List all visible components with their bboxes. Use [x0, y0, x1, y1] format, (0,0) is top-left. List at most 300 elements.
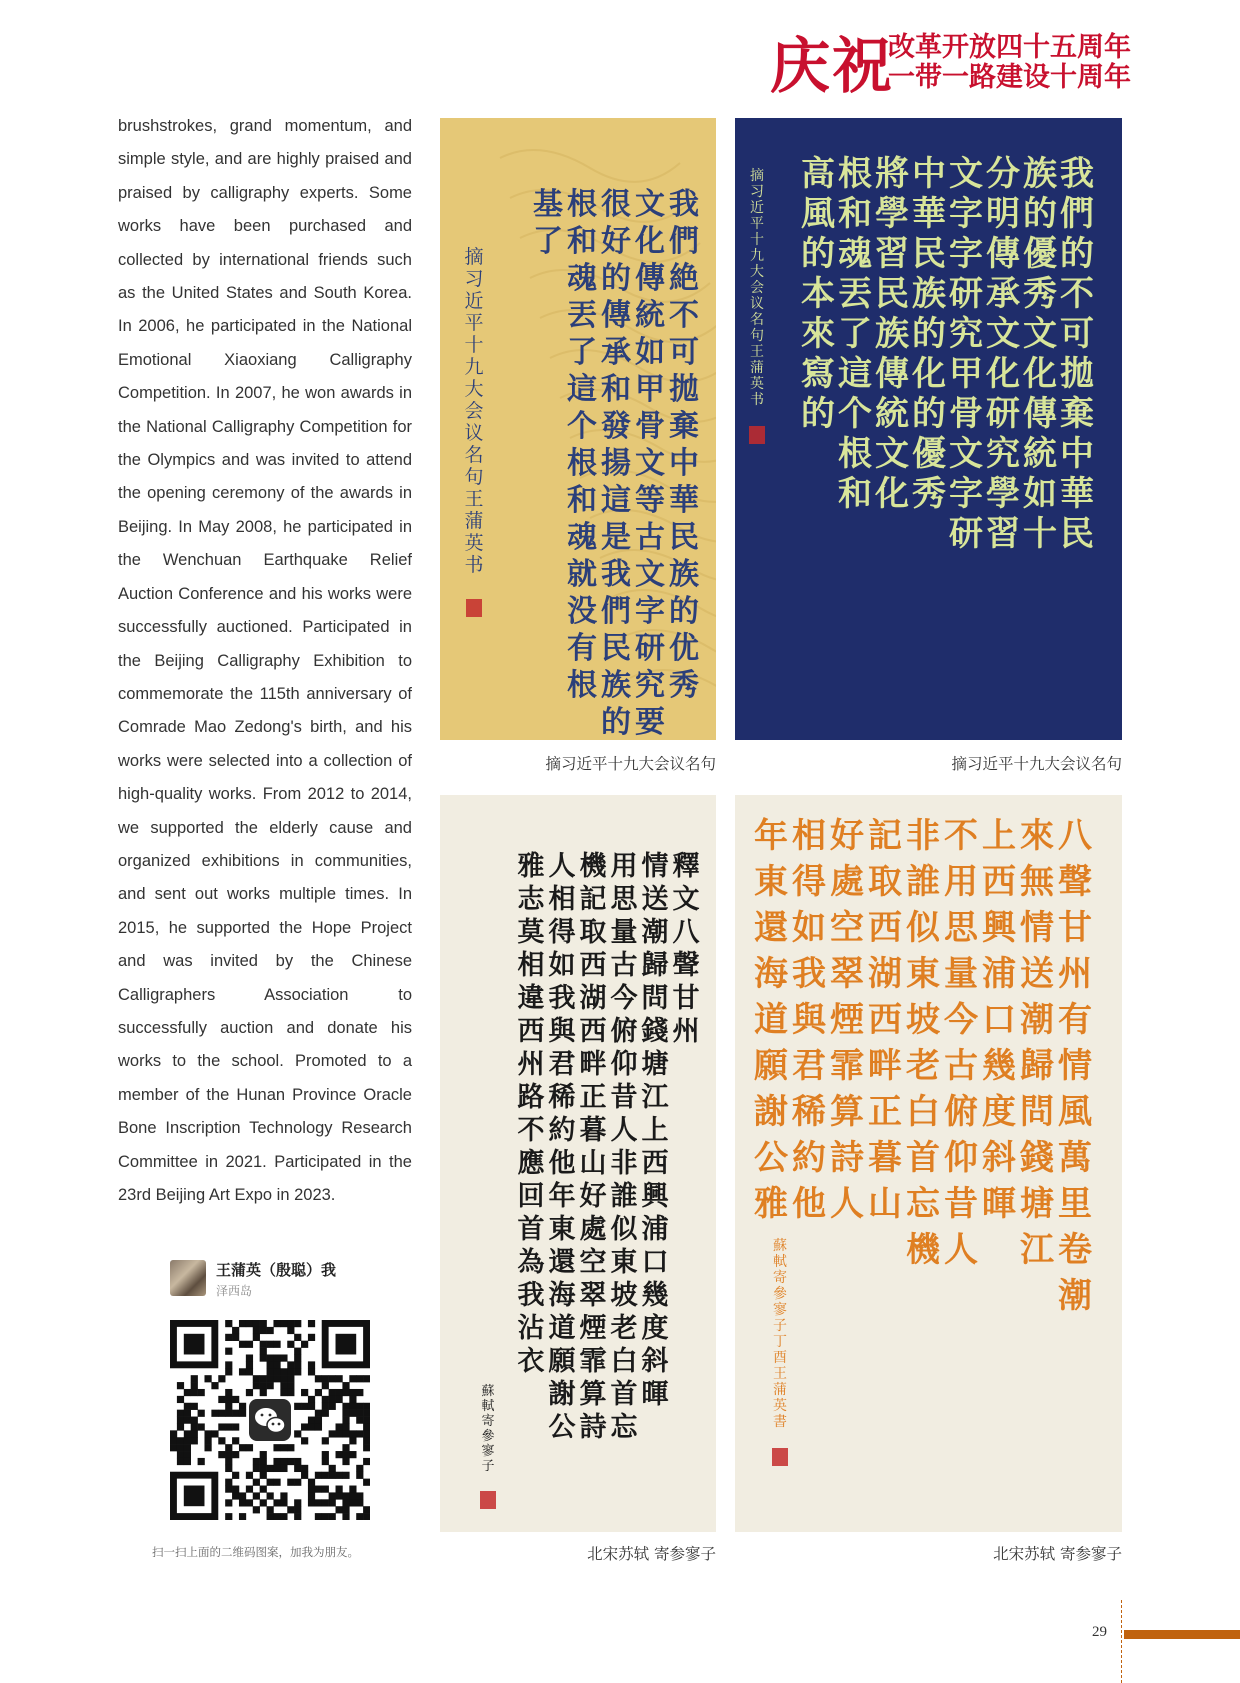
qr-module: [356, 1389, 363, 1396]
qr-module: [301, 1389, 308, 1396]
qr-module: [225, 1361, 232, 1368]
calligraphy-char: 高: [801, 154, 835, 194]
calligraphy-char: 道: [754, 1000, 788, 1040]
calligraphy-char: 度: [982, 1092, 1016, 1132]
qr-module: [315, 1423, 322, 1430]
calligraphy-char: 還: [754, 908, 788, 948]
calligraphy-char: 處: [830, 862, 864, 902]
qr-module: [246, 1499, 253, 1506]
calligraphy-char: 拋: [669, 372, 699, 407]
qr-module: [191, 1403, 198, 1410]
calligraphy-char: 文: [875, 434, 909, 474]
contact-name: 王蒲英（殷聪）我: [216, 1261, 337, 1279]
qr-module: [336, 1492, 343, 1499]
inscription-char: 寄: [481, 1414, 495, 1429]
qr-module: [232, 1486, 239, 1493]
qr-module: [198, 1389, 205, 1396]
calligraphy-char: 文: [672, 884, 700, 915]
qr-module: [273, 1465, 280, 1472]
calligraphy-char: 應: [517, 1148, 545, 1179]
calligraphy-char: 根: [838, 154, 872, 194]
qr-module: [191, 1375, 198, 1382]
calligraphy-char: 的: [601, 261, 631, 296]
calligraphy-char: 江: [641, 1082, 669, 1113]
calligraphy-char: 華: [669, 483, 699, 518]
inscription-char: 大: [750, 264, 764, 280]
qr-module: [225, 1320, 232, 1327]
calligraphy-char: 口: [641, 1247, 669, 1278]
calligraphy-char: 有: [1058, 1000, 1092, 1040]
calligraphy-char: 思: [944, 908, 978, 948]
qr-module: [177, 1437, 184, 1444]
calligraphy-char: 山: [868, 1184, 902, 1224]
qr-module: [246, 1320, 253, 1327]
qr-module: [329, 1430, 336, 1437]
qr-module: [322, 1451, 329, 1458]
calligraphy-char: 得: [792, 862, 826, 902]
calligraphy-char: 明: [986, 194, 1020, 234]
calligraphy-char: 記: [579, 884, 607, 915]
calligraphy-char: 和: [567, 483, 597, 518]
footer-divider: [1121, 1600, 1122, 1683]
qr-module: [253, 1492, 260, 1499]
calligraphy-char: 量: [944, 954, 978, 994]
calligraphy-char: 情: [641, 851, 669, 882]
calligraphy-char: 化: [635, 224, 665, 259]
calligraphy-char: 統: [1023, 434, 1057, 474]
qr-module: [232, 1334, 239, 1341]
calligraphy-char: 了: [838, 314, 872, 354]
qr-module: [356, 1375, 363, 1382]
qr-module: [177, 1423, 184, 1430]
calligraphy-char: 忘: [610, 1412, 638, 1443]
qr-module: [308, 1423, 315, 1430]
qr-module: [287, 1479, 294, 1486]
inscription-char: 议: [750, 296, 764, 312]
inscription-char: 蘇: [773, 1238, 787, 1254]
calligraphy-char: 究: [986, 434, 1020, 474]
calligraphy-char: 道: [548, 1313, 576, 1344]
calligraphy-char: 西: [517, 1016, 545, 1047]
calligraphy-char: 為: [517, 1247, 545, 1278]
qr-module: [329, 1396, 336, 1403]
calligraphy-char: 我: [517, 1280, 545, 1311]
calligraphy-char: 要: [635, 705, 665, 740]
qr-module: [329, 1499, 336, 1506]
qr-module: [315, 1472, 322, 1479]
calligraphy-char: 没: [567, 594, 597, 629]
qr-module: [177, 1382, 184, 1389]
qr-module: [308, 1417, 315, 1424]
calligraphy-char: 化: [912, 354, 946, 394]
inscription-char: 摘: [750, 168, 764, 184]
calligraphy-char: 很: [601, 187, 631, 222]
calligraphy-char: 習: [986, 514, 1020, 554]
qr-module: [260, 1472, 267, 1479]
qr-module: [184, 1403, 191, 1410]
artwork-4: [735, 795, 1122, 1532]
calligraphy-char: 浦: [982, 954, 1016, 994]
calligraphy-char: 秀: [912, 474, 946, 514]
calligraphy-char: 有: [567, 631, 597, 666]
qr-module: [287, 1506, 294, 1513]
qr-module: [191, 1382, 198, 1389]
calligraphy-char: 忘: [906, 1184, 940, 1224]
calligraphy-char: 不: [669, 298, 699, 333]
contact-location: 泽西岛: [216, 1284, 253, 1298]
calligraphy-char: 翠: [830, 954, 864, 994]
qr-module: [308, 1361, 315, 1368]
calligraphy-char: 霏: [830, 1046, 864, 1086]
qr-module: [267, 1375, 274, 1382]
inscription-char: 书: [464, 554, 484, 576]
calligraphy-char: 志: [517, 884, 545, 915]
qr-module: [239, 1403, 246, 1410]
calligraphy-char: 相: [517, 950, 545, 981]
qr-module: [322, 1410, 329, 1417]
qr-module: [294, 1334, 301, 1341]
calligraphy-char: 骨: [635, 409, 665, 444]
qr-module: [363, 1403, 370, 1410]
qr-module: [308, 1334, 315, 1341]
qr-module: [349, 1396, 356, 1403]
inscription-char: 王: [773, 1366, 787, 1382]
calligraphy-char: 傳: [601, 298, 631, 333]
qr-module: [246, 1486, 253, 1493]
calligraphy-char: 這: [838, 354, 872, 394]
qr-module: [349, 1499, 356, 1506]
qr-module: [260, 1354, 267, 1361]
calligraphy-char: 雅: [517, 851, 545, 882]
qr-module: [336, 1375, 343, 1382]
calligraphy-char: 君: [548, 1049, 576, 1080]
calligraphy-char: 記: [868, 816, 902, 856]
calligraphy-char: 研: [949, 514, 983, 554]
qr-module: [225, 1479, 232, 1486]
calligraphy-char: 昔: [610, 1082, 638, 1113]
qr-module: [280, 1513, 287, 1520]
calligraphy-char: 的: [801, 394, 835, 434]
inscription-char: 平: [750, 216, 764, 232]
calligraphy-char: 揚: [601, 446, 631, 481]
calligraphy-char: 機: [579, 851, 607, 882]
calligraphy-char: 煙: [830, 1000, 864, 1040]
qr-module: [239, 1444, 246, 1451]
calligraphy-char: 錢: [641, 1016, 669, 1047]
calligraphy-char: 風: [801, 194, 835, 234]
qr-module: [204, 1444, 211, 1451]
inscription-char: 軾: [773, 1254, 787, 1270]
inscription-char: 王: [464, 488, 484, 510]
inscription-char: 九: [464, 356, 484, 378]
wechat-eye: [261, 1414, 264, 1417]
calligraphy-char: 仰: [610, 1049, 638, 1080]
qr-module: [349, 1389, 356, 1396]
calligraphy-char: 約: [792, 1138, 826, 1178]
qr-module: [294, 1458, 301, 1465]
qr-module: [322, 1382, 329, 1389]
calligraphy-char: 究: [635, 668, 665, 703]
inscription-char: 十: [464, 334, 484, 356]
qr-module: [211, 1430, 218, 1437]
calligraphy-char: 和: [838, 474, 872, 514]
qr-module: [308, 1479, 315, 1486]
qr-module: [287, 1444, 294, 1451]
calligraphy-char: 風: [1058, 1092, 1092, 1132]
qr-module: [177, 1410, 184, 1417]
qr-module: [225, 1499, 232, 1506]
qr-module: [322, 1499, 329, 1506]
calligraphy-char: 海: [754, 954, 788, 994]
calligraphy-char: 字: [949, 234, 983, 274]
seal-stamp: [772, 1448, 788, 1466]
avatar: [170, 1260, 206, 1296]
calligraphy-char: 空: [830, 908, 864, 948]
qr-module: [349, 1410, 356, 1417]
calligraphy-char: 謝: [754, 1092, 788, 1132]
calligraphy-char: 相: [792, 816, 826, 856]
calligraphy-char: 統: [635, 298, 665, 333]
qr-module: [253, 1334, 260, 1341]
qr-module: [253, 1479, 260, 1486]
calligraphy-char: 路: [517, 1082, 545, 1113]
qr-module: [239, 1368, 246, 1375]
calligraphy-char: 相: [548, 884, 576, 915]
qr-module: [301, 1423, 308, 1430]
calligraphy-char: 承: [986, 274, 1020, 314]
calligraphy-char: 如: [548, 950, 576, 981]
calligraphy-char: 華: [1060, 474, 1094, 514]
calligraphy-char: 機: [906, 1230, 940, 1270]
qr-module: [363, 1430, 370, 1437]
calligraphy-char: 的: [601, 705, 631, 740]
calligraphy-char: 幾: [982, 1046, 1016, 1086]
calligraphy-char: 傳: [1023, 394, 1057, 434]
qr-module: [232, 1410, 239, 1417]
qr-module: [280, 1375, 287, 1382]
calligraphy-char: 丟: [838, 274, 872, 314]
inscription-char: 近: [464, 290, 484, 312]
calligraphy-char: 煙: [579, 1313, 607, 1344]
qr-module: [342, 1451, 349, 1458]
qr-module: [322, 1396, 329, 1403]
inscription-char: 句: [464, 466, 484, 488]
calligraphy-char: 錢: [1020, 1138, 1054, 1178]
inscription-char: 參: [773, 1286, 787, 1302]
calligraphy-char: 雅: [754, 1184, 788, 1224]
artwork-4-calligraphy: [735, 795, 1122, 1532]
qr-module: [225, 1444, 232, 1451]
qr-module: [342, 1403, 349, 1410]
calligraphy-char: 翠: [579, 1280, 607, 1311]
calligraphy-char: 們: [601, 594, 631, 629]
calligraphy-char: 習: [875, 234, 909, 274]
qr-module: [280, 1389, 287, 1396]
calligraphy-char: 詩: [579, 1412, 607, 1443]
calligraphy-char: 甘: [672, 983, 700, 1014]
calligraphy-char: 來: [1020, 816, 1054, 856]
qr-module: [287, 1368, 294, 1375]
qr-module: [349, 1403, 356, 1410]
calligraphy-char: 棄: [1060, 394, 1094, 434]
calligraphy-char: 公: [548, 1412, 576, 1443]
qr-module: [218, 1423, 225, 1430]
qr-module: [239, 1513, 246, 1520]
calligraphy-char: 骨: [949, 394, 983, 434]
inscription-char: 寥: [481, 1444, 495, 1459]
qr-module: [273, 1444, 280, 1451]
calligraphy-char: 等: [635, 483, 665, 518]
qr-module: [253, 1506, 260, 1513]
calligraphy-char: 空: [579, 1247, 607, 1278]
calligraphy-char: 人: [548, 851, 576, 882]
qr-module: [294, 1513, 301, 1520]
qr-module: [204, 1375, 211, 1382]
calligraphy-char: 甲: [635, 372, 665, 407]
calligraphy-char: 俯: [944, 1092, 978, 1132]
calligraphy-char: 是: [601, 520, 631, 555]
calligraphy-char: 這: [601, 483, 631, 518]
qr-module: [260, 1382, 267, 1389]
calligraphy-char: 民: [912, 234, 946, 274]
calligraphy-char: 算: [579, 1379, 607, 1410]
qr-module: [308, 1368, 315, 1375]
qr-module: [177, 1396, 184, 1403]
calligraphy-char: 東: [754, 862, 788, 902]
calligraphy-char: 民: [669, 520, 699, 555]
qr-module: [232, 1492, 239, 1499]
qr-module: [246, 1368, 253, 1375]
calligraphy-char: 斜: [641, 1346, 669, 1377]
calligraphy-char: 里: [1058, 1184, 1092, 1224]
qr-module: [349, 1430, 356, 1437]
calligraphy-char: 不: [944, 816, 978, 856]
qr-module: [273, 1361, 280, 1368]
qr-module: [218, 1396, 225, 1403]
calligraphy-char: 潮: [1020, 1000, 1054, 1040]
qr-code[interactable]: [170, 1320, 370, 1520]
calligraphy-char: 根: [567, 187, 597, 222]
calligraphy-char: 秀: [1023, 274, 1057, 314]
calligraphy-char: 正: [579, 1082, 607, 1113]
qr-module: [184, 1389, 191, 1396]
qr-module: [260, 1499, 267, 1506]
qr-module: [349, 1486, 356, 1493]
inscription-char: 摘: [464, 246, 484, 268]
qr-module: [273, 1458, 280, 1465]
calligraphy-char: 秀: [669, 668, 699, 703]
calligraphy-char: 分: [986, 154, 1020, 194]
qr-module: [184, 1444, 191, 1451]
calligraphy-char: 甘: [1058, 908, 1092, 948]
qr-module: [336, 1486, 343, 1493]
calligraphy-char: 度: [641, 1313, 669, 1344]
calligraphy-char: 處: [579, 1214, 607, 1245]
qr-module: [246, 1354, 253, 1361]
qr-finder-center: [184, 1486, 205, 1507]
qr-module: [356, 1417, 363, 1424]
calligraphy-char: 暮: [868, 1138, 902, 1178]
calligraphy-char: 民: [601, 631, 631, 666]
qr-module: [280, 1382, 287, 1389]
calligraphy-char: 非: [610, 1148, 638, 1179]
calligraphy-char: 州: [1058, 954, 1092, 994]
calligraphy-char: 化: [1023, 354, 1057, 394]
calligraphy-char: 根: [838, 434, 872, 474]
calligraphy-char: 得: [548, 917, 576, 948]
qr-module: [225, 1396, 232, 1403]
qr-module: [253, 1382, 260, 1389]
calligraphy-char: 謝: [548, 1379, 576, 1410]
qr-module: [177, 1451, 184, 1458]
calligraphy-char: 問: [641, 983, 669, 1014]
wechat-bubble-small: [267, 1418, 285, 1433]
qr-module: [363, 1513, 370, 1520]
qr-module: [239, 1410, 246, 1417]
qr-module: [336, 1506, 343, 1513]
qr-module: [225, 1423, 232, 1430]
qr-module: [301, 1465, 308, 1472]
qr-module: [253, 1465, 260, 1472]
qr-module: [342, 1389, 349, 1396]
calligraphy-char: 甲: [949, 354, 983, 394]
calligraphy-char: 我: [1060, 154, 1094, 194]
calligraphy-char: 好: [601, 224, 631, 259]
qr-module: [253, 1375, 260, 1382]
artwork-2: [735, 118, 1122, 740]
calligraphy-char: 暉: [641, 1379, 669, 1410]
inscription-char: 蘇: [481, 1384, 495, 1399]
qr-module: [218, 1410, 225, 1417]
qr-module: [267, 1368, 274, 1375]
inscription-char: 蒲: [464, 510, 484, 532]
qr-module: [253, 1320, 260, 1327]
qr-module: [273, 1375, 280, 1382]
qr-module: [198, 1423, 205, 1430]
calligraphy-char: 東: [548, 1214, 576, 1245]
calligraphy-char: 研: [986, 394, 1020, 434]
calligraphy-char: 塘: [641, 1049, 669, 1080]
qr-module: [239, 1320, 246, 1327]
calligraphy-char: 莫: [517, 917, 545, 948]
qr-module: [301, 1472, 308, 1479]
calligraphy-char: 聲: [1058, 862, 1092, 902]
artwork-2-calligraphy: [735, 118, 1122, 740]
qr-module: [342, 1423, 349, 1430]
calligraphy-char: 首: [517, 1214, 545, 1245]
qr-module: [184, 1430, 191, 1437]
qr-module: [363, 1423, 370, 1430]
calligraphy-char: 浦: [641, 1214, 669, 1245]
calligraphy-char: 化: [986, 354, 1020, 394]
calligraphy-char: 歸: [641, 950, 669, 981]
calligraphy-char: 上: [982, 816, 1016, 856]
calligraphy-char: 族: [669, 557, 699, 592]
qr-module: [225, 1451, 232, 1458]
qr-module: [232, 1396, 239, 1403]
calligraphy-char: 優: [1023, 234, 1057, 274]
calligraphy-char: 湖: [868, 954, 902, 994]
calligraphy-char: 根: [567, 668, 597, 703]
calligraphy-char: 畔: [868, 1046, 902, 1086]
qr-module: [308, 1403, 315, 1410]
qr-module: [260, 1451, 267, 1458]
calligraphy-char: 君: [792, 1046, 826, 1086]
qr-module: [342, 1444, 349, 1451]
qr-module: [308, 1396, 315, 1403]
inscription-char: 丁: [773, 1334, 787, 1350]
qr-module: [287, 1361, 294, 1368]
